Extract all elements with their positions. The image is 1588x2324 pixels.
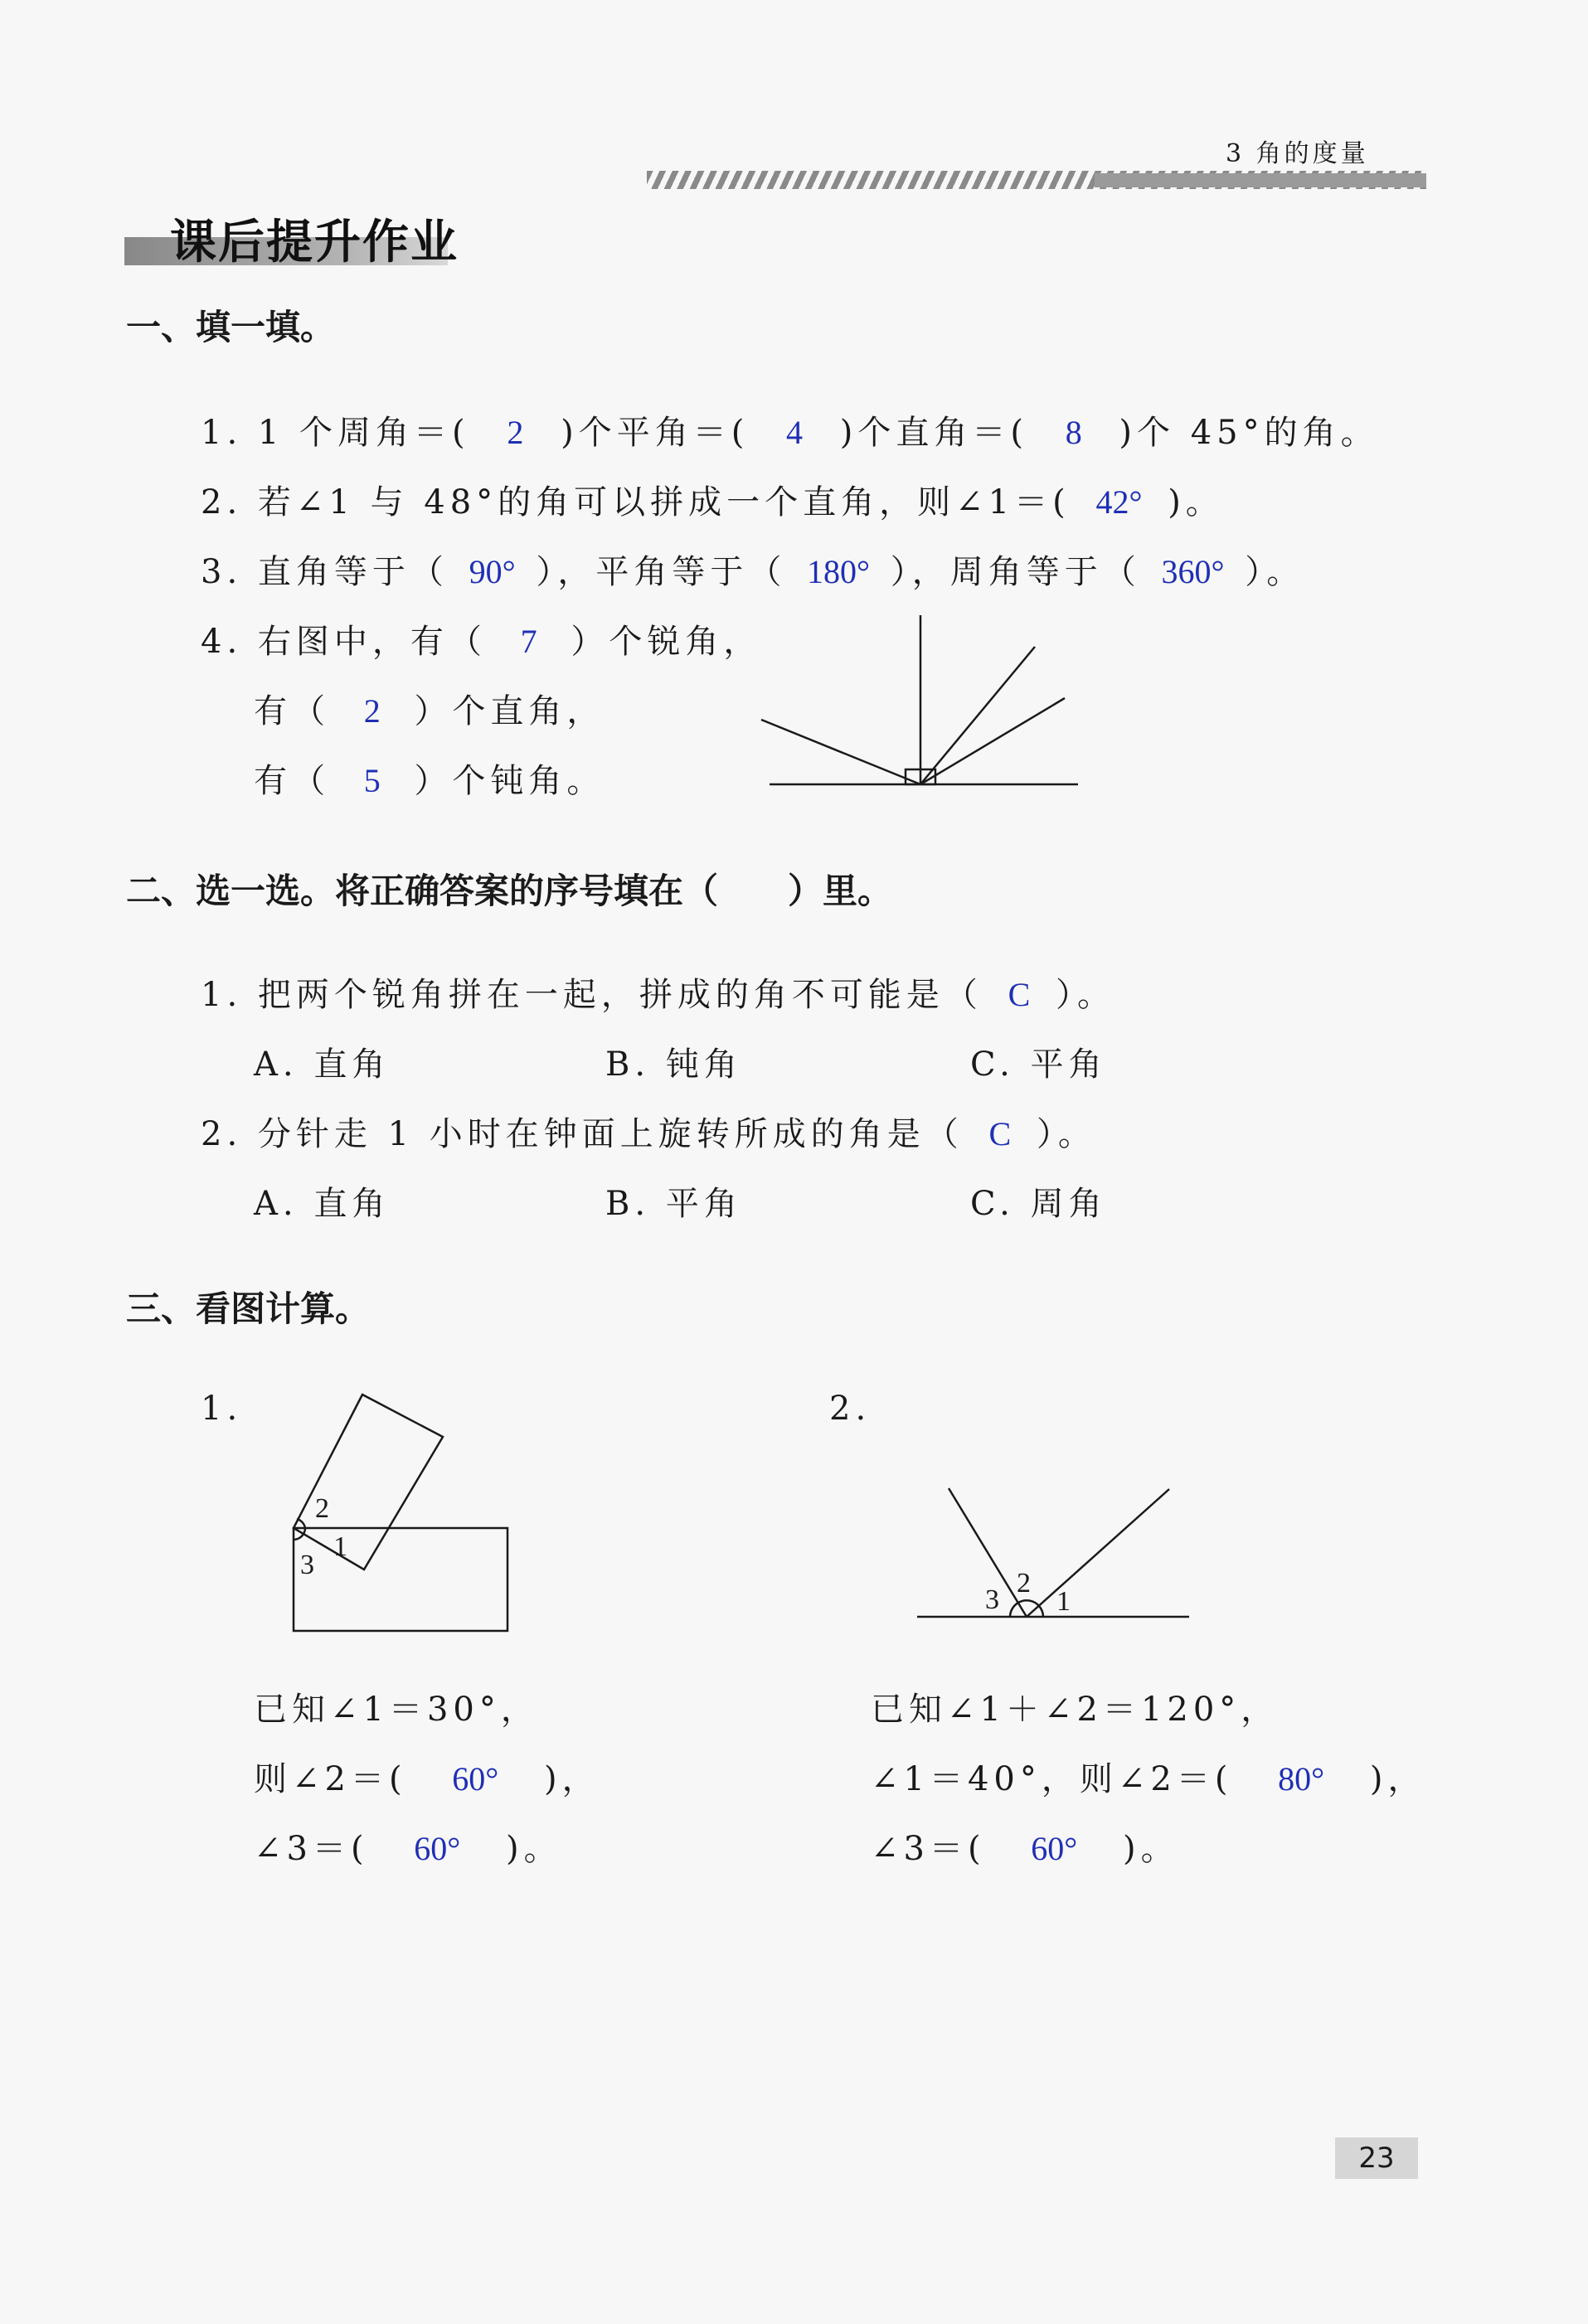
s1q3-answer-1: 90° — [469, 553, 516, 590]
p1-label-2: 2 — [315, 1493, 329, 1524]
s2q2-text-b: ）。 — [1036, 1115, 1096, 1153]
s1q2-answer: 42° — [1095, 483, 1143, 521]
s2q1-option-a: A. 直角 — [254, 1046, 391, 1084]
p2-label-2: 2 — [1017, 1568, 1031, 1599]
p1-answer-angle-3: 60° — [414, 1830, 461, 1867]
p2-line-2 — [871, 1753, 1425, 1800]
p1-answer-angle-2: 60° — [452, 1760, 499, 1798]
p2-right-ray — [1027, 1489, 1169, 1617]
s2q1-answer: C — [1008, 976, 1031, 1013]
section-2-heading: 二、选一选。将正确答案的序号填在（ ）里。 — [126, 871, 893, 911]
chapter-label: 3 角的度量 — [1226, 139, 1369, 168]
s1q4-answer-2: 2 — [363, 692, 381, 730]
s1q1-text-a: 1. 1 个周角＝( — [201, 414, 470, 452]
page-number: 23 — [1335, 2137, 1418, 2179]
p1-label-3: 3 — [300, 1550, 314, 1580]
s1q3-text-b: ），平角等于（ — [536, 553, 787, 591]
p2-angle-3-arc — [1010, 1603, 1018, 1617]
p2-answer-angle-3: 60° — [1031, 1830, 1078, 1867]
s1q4-answer-3: 5 — [363, 762, 381, 799]
p1-line-3 — [254, 1822, 562, 1870]
p2-line-3-b: )。 — [1123, 1830, 1179, 1868]
p2-answer-angle-2: 80° — [1278, 1760, 1325, 1798]
s1q3-text-c: ），周角等于（ — [890, 553, 1141, 591]
s1q1-answer-3: 8 — [1065, 414, 1082, 451]
p1-line-2-a: 则∠2＝( — [254, 1760, 407, 1798]
s2q1-option-c: C. 平角 — [970, 1046, 1107, 1084]
p2-line-2-a: ∠1＝40°，则∠2＝( — [871, 1760, 1233, 1798]
p2-line-3-a: ∠3＝( — [871, 1830, 986, 1868]
p1-label-1: 1 — [333, 1531, 347, 1562]
s1q4-text-d: ）个直角， — [414, 692, 605, 730]
p2-line-2-b: )， — [1369, 1760, 1426, 1798]
section-1-heading: 一、填一填。 — [126, 307, 336, 347]
p1-line-2-b: )， — [544, 1760, 600, 1798]
s1q1-answer-1: 2 — [507, 414, 524, 451]
s1q3-answer-3: 360° — [1161, 553, 1225, 590]
s1q4-answer-1: 7 — [520, 623, 537, 660]
s2q2-answer: C — [988, 1115, 1012, 1152]
s1q3-text-d: ）。 — [1245, 553, 1305, 591]
p1-line-3-a: ∠3＝( — [254, 1830, 369, 1868]
s1q4-text-a: 4. 右图中，有（ — [201, 623, 487, 661]
p2-line-3 — [871, 1822, 1179, 1870]
s1q2-text-b: )。 — [1168, 483, 1224, 522]
page-title: 课后提升作业 — [170, 216, 459, 269]
s1q3-text-a: 3. 直角等于（ — [201, 553, 449, 591]
s2q2-option-b: B. 平角 — [605, 1185, 742, 1223]
p2-angle-1-arc — [1039, 1606, 1043, 1617]
p2-label-3: 3 — [985, 1584, 999, 1615]
p2-label-1: 1 — [1056, 1586, 1071, 1617]
s1q1-text-b: )个平角＝( — [561, 414, 750, 452]
s2q1-text-b: ）。 — [1056, 976, 1116, 1014]
p2-angle-2-arc — [1018, 1600, 1039, 1606]
s1q1-text-d: )个 45°的角。 — [1119, 414, 1379, 452]
s1q4-text-e: 有（ — [254, 762, 330, 800]
s2q1-text-a: 1. 把两个锐角拼在一起，拼成的角不可能是（ — [201, 976, 983, 1014]
s2q2-option-c: C. 周角 — [970, 1185, 1107, 1223]
s1q1-text-c: )个直角＝( — [839, 414, 1028, 452]
s2q1-option-b: B. 钝角 — [605, 1046, 742, 1084]
problem-2-number: 2. — [829, 1390, 872, 1428]
s1q4-text-c: 有（ — [254, 692, 330, 730]
s1q3-answer-2: 180° — [807, 553, 871, 590]
p1-line-3-b: )。 — [506, 1830, 562, 1868]
p1-given: 已知∠1＝30°， — [254, 1691, 539, 1729]
s2q2-option-a: A. 直角 — [254, 1185, 391, 1223]
p2-given: 已知∠1＋∠2＝120°， — [871, 1691, 1280, 1729]
section-3-heading: 三、看图计算。 — [126, 1288, 371, 1329]
problem-1-number: 1. — [201, 1390, 243, 1428]
s1q4-text-f: ）个钝角。 — [414, 762, 605, 800]
s1q2-text-a: 2. 若∠1 与 48°的角可以拼成一个直角，则∠1＝( — [201, 483, 1071, 522]
p1-line-2 — [254, 1753, 600, 1800]
s2q2-text-a: 2. 分针走 1 小时在钟面上旋转所成的角是（ — [201, 1115, 964, 1153]
s1q1-answer-2: 4 — [786, 414, 804, 451]
s1q4-text-b: ）个锐角， — [571, 623, 762, 661]
